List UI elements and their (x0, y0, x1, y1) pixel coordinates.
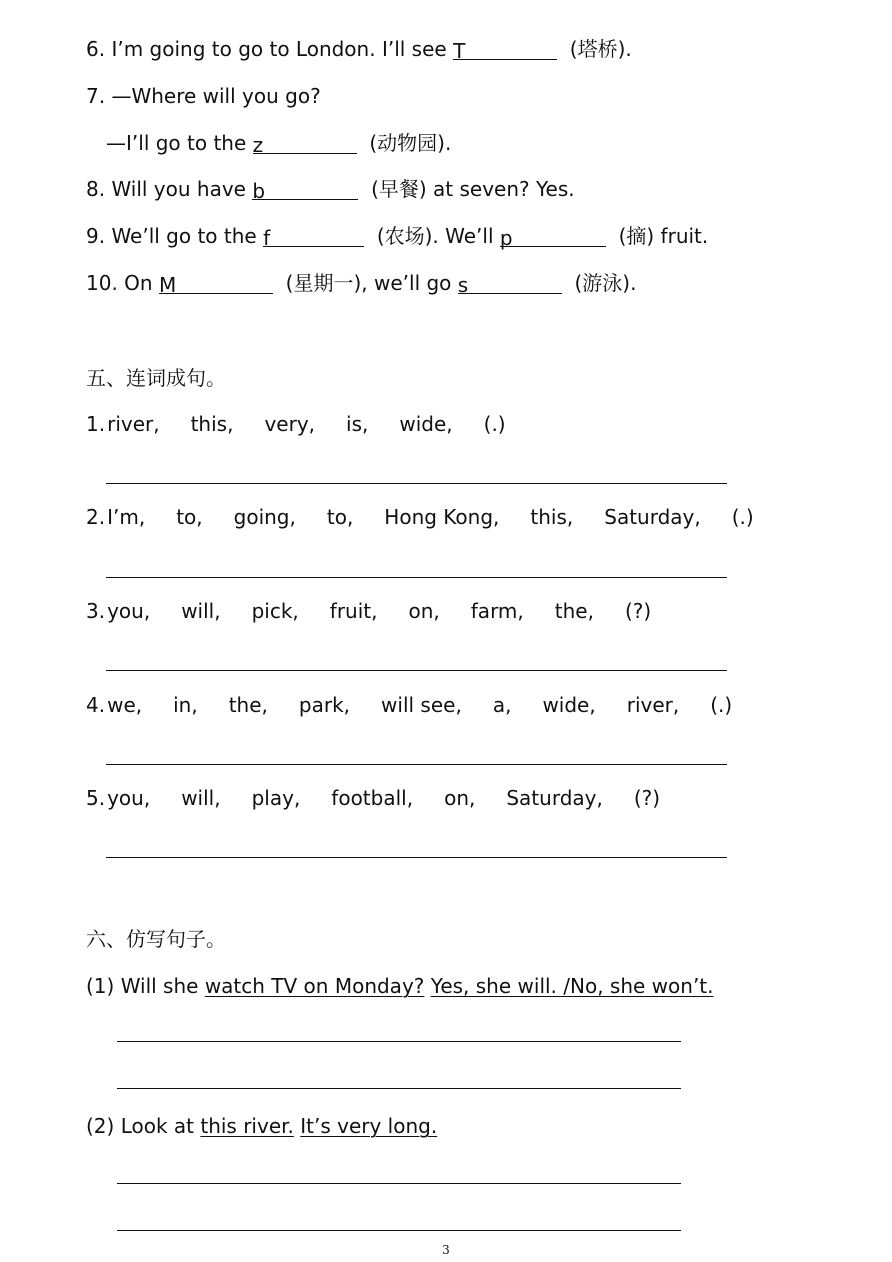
hint-letter: p (499, 226, 513, 250)
word: on, (444, 786, 476, 810)
hint-letter: T (453, 39, 466, 63)
word: will see, (381, 693, 462, 717)
answer-line[interactable] (106, 670, 727, 671)
question-7-answer (106, 131, 452, 157)
chinese-hint: (星期一), we’ll go (285, 271, 458, 295)
answer-blank[interactable] (263, 226, 364, 250)
chinese-hint: (塔桥). (569, 37, 632, 61)
answer-blank[interactable] (453, 39, 557, 63)
word: farm, (470, 599, 524, 623)
word: a, (492, 693, 512, 717)
item-number: 1. (86, 412, 106, 436)
word: river, (626, 693, 680, 717)
word: you, (107, 599, 151, 623)
underlined-phrase: Yes, she will. /No, she won’t. (430, 974, 714, 998)
imitation-item-1 (86, 976, 714, 996)
question-text: 6. I’m going to go to London. I’ll see (86, 37, 454, 61)
word: (?) (624, 599, 652, 623)
word: to, (176, 505, 203, 529)
word: is, (346, 412, 369, 436)
word: very, (264, 412, 316, 436)
word: going, (233, 505, 296, 529)
answer-line[interactable] (117, 1041, 681, 1042)
word: Hong Kong, (384, 505, 500, 529)
imitation-item-2 (86, 1116, 437, 1136)
word: in, (173, 693, 198, 717)
word: to, (326, 505, 354, 529)
question-6 (86, 37, 632, 63)
chinese-hint: (游泳). (574, 271, 637, 295)
word: football, (331, 786, 414, 810)
word: park, (298, 693, 351, 717)
item-number: 5. (86, 786, 106, 810)
word: wide, (399, 412, 453, 436)
answer-line[interactable] (106, 764, 727, 765)
answer-line[interactable] (106, 577, 727, 578)
item-number: 3. (86, 599, 106, 623)
question-text: 10. On (86, 271, 159, 295)
question-text: —I’ll go to the (106, 131, 253, 155)
word: pick, (251, 599, 299, 623)
question-10 (86, 271, 637, 297)
answer-blank[interactable] (457, 273, 562, 297)
question-8 (86, 177, 575, 203)
word: play, (251, 786, 301, 810)
word: Saturday, (506, 786, 603, 810)
question-7 (86, 86, 321, 106)
word: I’m, (107, 505, 146, 529)
word: this, (190, 412, 234, 436)
item-number: 4. (86, 693, 106, 717)
word: (?) (633, 786, 661, 810)
section-6-title: 六、仿写句子。 (86, 927, 226, 951)
answer-line[interactable] (106, 857, 727, 858)
word: will, (181, 599, 221, 623)
word: river, (107, 412, 160, 436)
answer-line[interactable] (106, 483, 727, 484)
hint-letter: s (457, 273, 469, 297)
answer-blank[interactable] (252, 133, 357, 157)
hint-letter: b (252, 179, 266, 203)
question-9 (86, 224, 709, 250)
answer-blank[interactable] (252, 179, 358, 203)
word: will, (181, 786, 221, 810)
item-number: 2. (86, 505, 106, 529)
model-text: (2) Look at (86, 1114, 201, 1138)
answer-blank[interactable] (158, 273, 273, 297)
underlined-phrase: It’s very long. (300, 1114, 438, 1138)
hint-letter: M (158, 273, 177, 297)
chinese-hint: (早餐) at seven? Yes. (371, 177, 575, 201)
reorder-item-1 (86, 414, 537, 434)
word: we, (107, 693, 143, 717)
word: (.) (483, 412, 506, 436)
question-text: 8. Will you have (86, 177, 253, 201)
word: (.) (731, 505, 754, 529)
question-text: 7. —Where will you go? (86, 84, 321, 108)
chinese-hint: (农场). We’ll (376, 224, 500, 248)
reorder-item-3 (86, 601, 682, 621)
word: wide, (542, 693, 596, 717)
underlined-phrase: watch TV on Monday? (204, 974, 425, 998)
answer-line[interactable] (117, 1230, 681, 1231)
reorder-item-5 (86, 788, 691, 808)
word: this, (530, 505, 574, 529)
model-text: (1) Will she (86, 974, 205, 998)
hint-letter: f (263, 226, 271, 250)
word: you, (107, 786, 151, 810)
chinese-hint: (动物园). (369, 131, 452, 155)
chinese-hint: (摘) fruit. (618, 224, 709, 248)
hint-letter: z (252, 133, 264, 157)
page-number: 3 (442, 1243, 450, 1257)
question-text: 9. We’ll go to the (86, 224, 264, 248)
answer-line[interactable] (117, 1183, 681, 1184)
word: fruit, (329, 599, 378, 623)
answer-blank[interactable] (499, 226, 606, 250)
reorder-item-4 (86, 695, 763, 715)
answer-line[interactable] (117, 1088, 681, 1089)
word: Saturday, (604, 505, 701, 529)
section-5-title: 五、连词成句。 (86, 366, 226, 390)
underlined-phrase: this river. (200, 1114, 294, 1138)
reorder-item-2 (86, 507, 785, 527)
word: on, (408, 599, 440, 623)
word: the, (228, 693, 268, 717)
word: the, (554, 599, 594, 623)
word: (.) (710, 693, 733, 717)
